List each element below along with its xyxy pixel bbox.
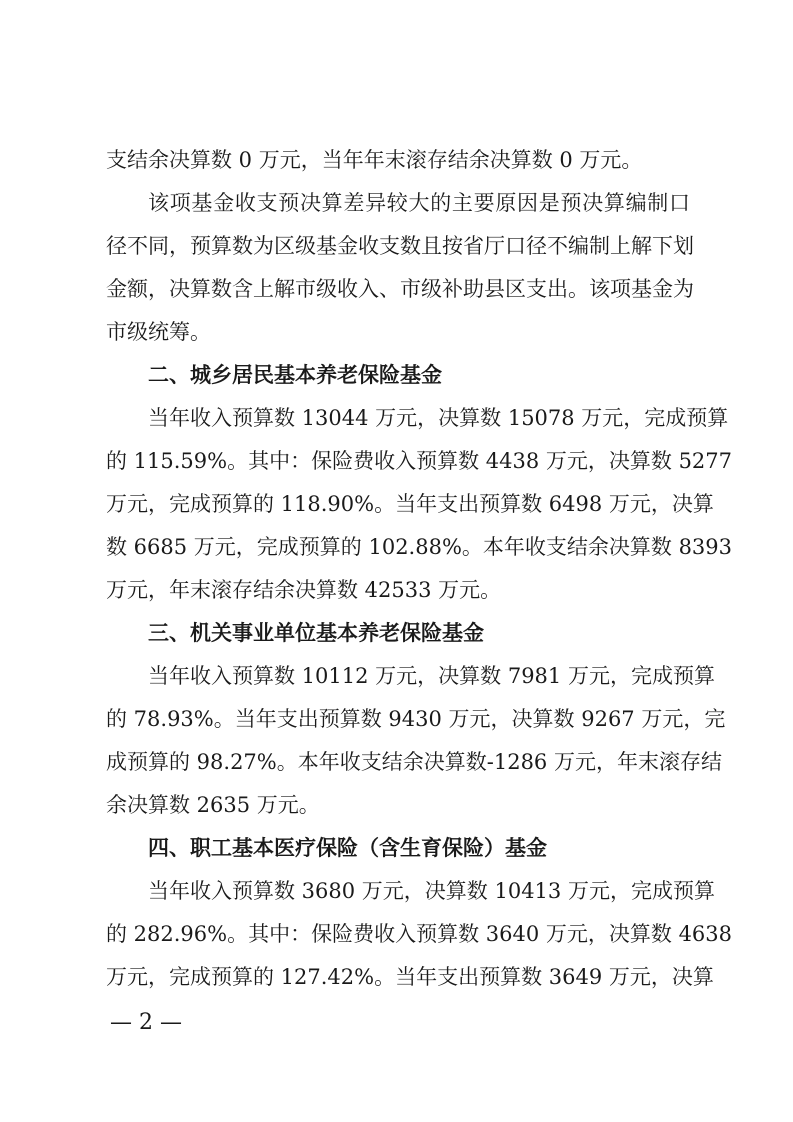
paragraph-line: 万元，年末滚存结余决算数 42533 万元。: [106, 578, 502, 602]
section-heading: 二、城乡居民基本养老保险基金: [148, 363, 442, 387]
paragraph-line: 万元，完成预算的 127.42%。当年支出预算数 3649 万元，决算: [106, 965, 714, 989]
section-heading: 三、机关事业单位基本养老保险基金: [148, 621, 484, 645]
paragraph-line: 支结余决算数 0 万元，当年年末滚存结余决算数 0 万元。: [106, 148, 643, 172]
paragraph-line: 径不同，预算数为区级基金收支数且按省厅口径不编制上解下划: [106, 234, 694, 258]
paragraph-line: 成预算的 98.27%。本年收支结余决算数-1286 万元，年末滚存结: [106, 750, 722, 774]
paragraph-line: 数 6685 万元，完成预算的 102.88%。本年收支结余决算数 8393: [106, 535, 733, 559]
paragraph-line: 当年收入预算数 10112 万元，决算数 7981 万元，完成预算: [148, 664, 715, 688]
paragraph-line: 市级统筹。: [106, 320, 211, 344]
paragraph-line: 的 115.59%。其中：保险费收入预算数 4438 万元，决算数 5277: [106, 449, 733, 473]
paragraph-line: 余决算数 2635 万元。: [106, 793, 320, 817]
paragraph-line: 的 78.93%。当年支出预算数 9430 万元，决算数 9267 万元，完: [106, 707, 726, 731]
paragraph-line: 当年收入预算数 3680 万元，决算数 10413 万元，完成预算: [148, 879, 715, 903]
paragraph-line: 该项基金收支预决算差异较大的主要原因是预决算编制口: [148, 191, 690, 215]
paragraph-line: 金额，决算数含上解市级收入、市级补助县区支出。该项基金为: [106, 277, 694, 301]
paragraph-line: 万元，完成预算的 118.90%。当年支出预算数 6498 万元，决算: [106, 492, 714, 516]
page-number: — 2 —: [110, 1010, 182, 1035]
paragraph-line: 当年收入预算数 13044 万元，决算数 15078 万元，完成预算: [148, 406, 729, 430]
paragraph-line: 的 282.96%。其中：保险费收入预算数 3640 万元，决算数 4638: [106, 922, 733, 946]
section-heading: 四、职工基本医疗保险（含生育保险）基金: [148, 836, 547, 860]
